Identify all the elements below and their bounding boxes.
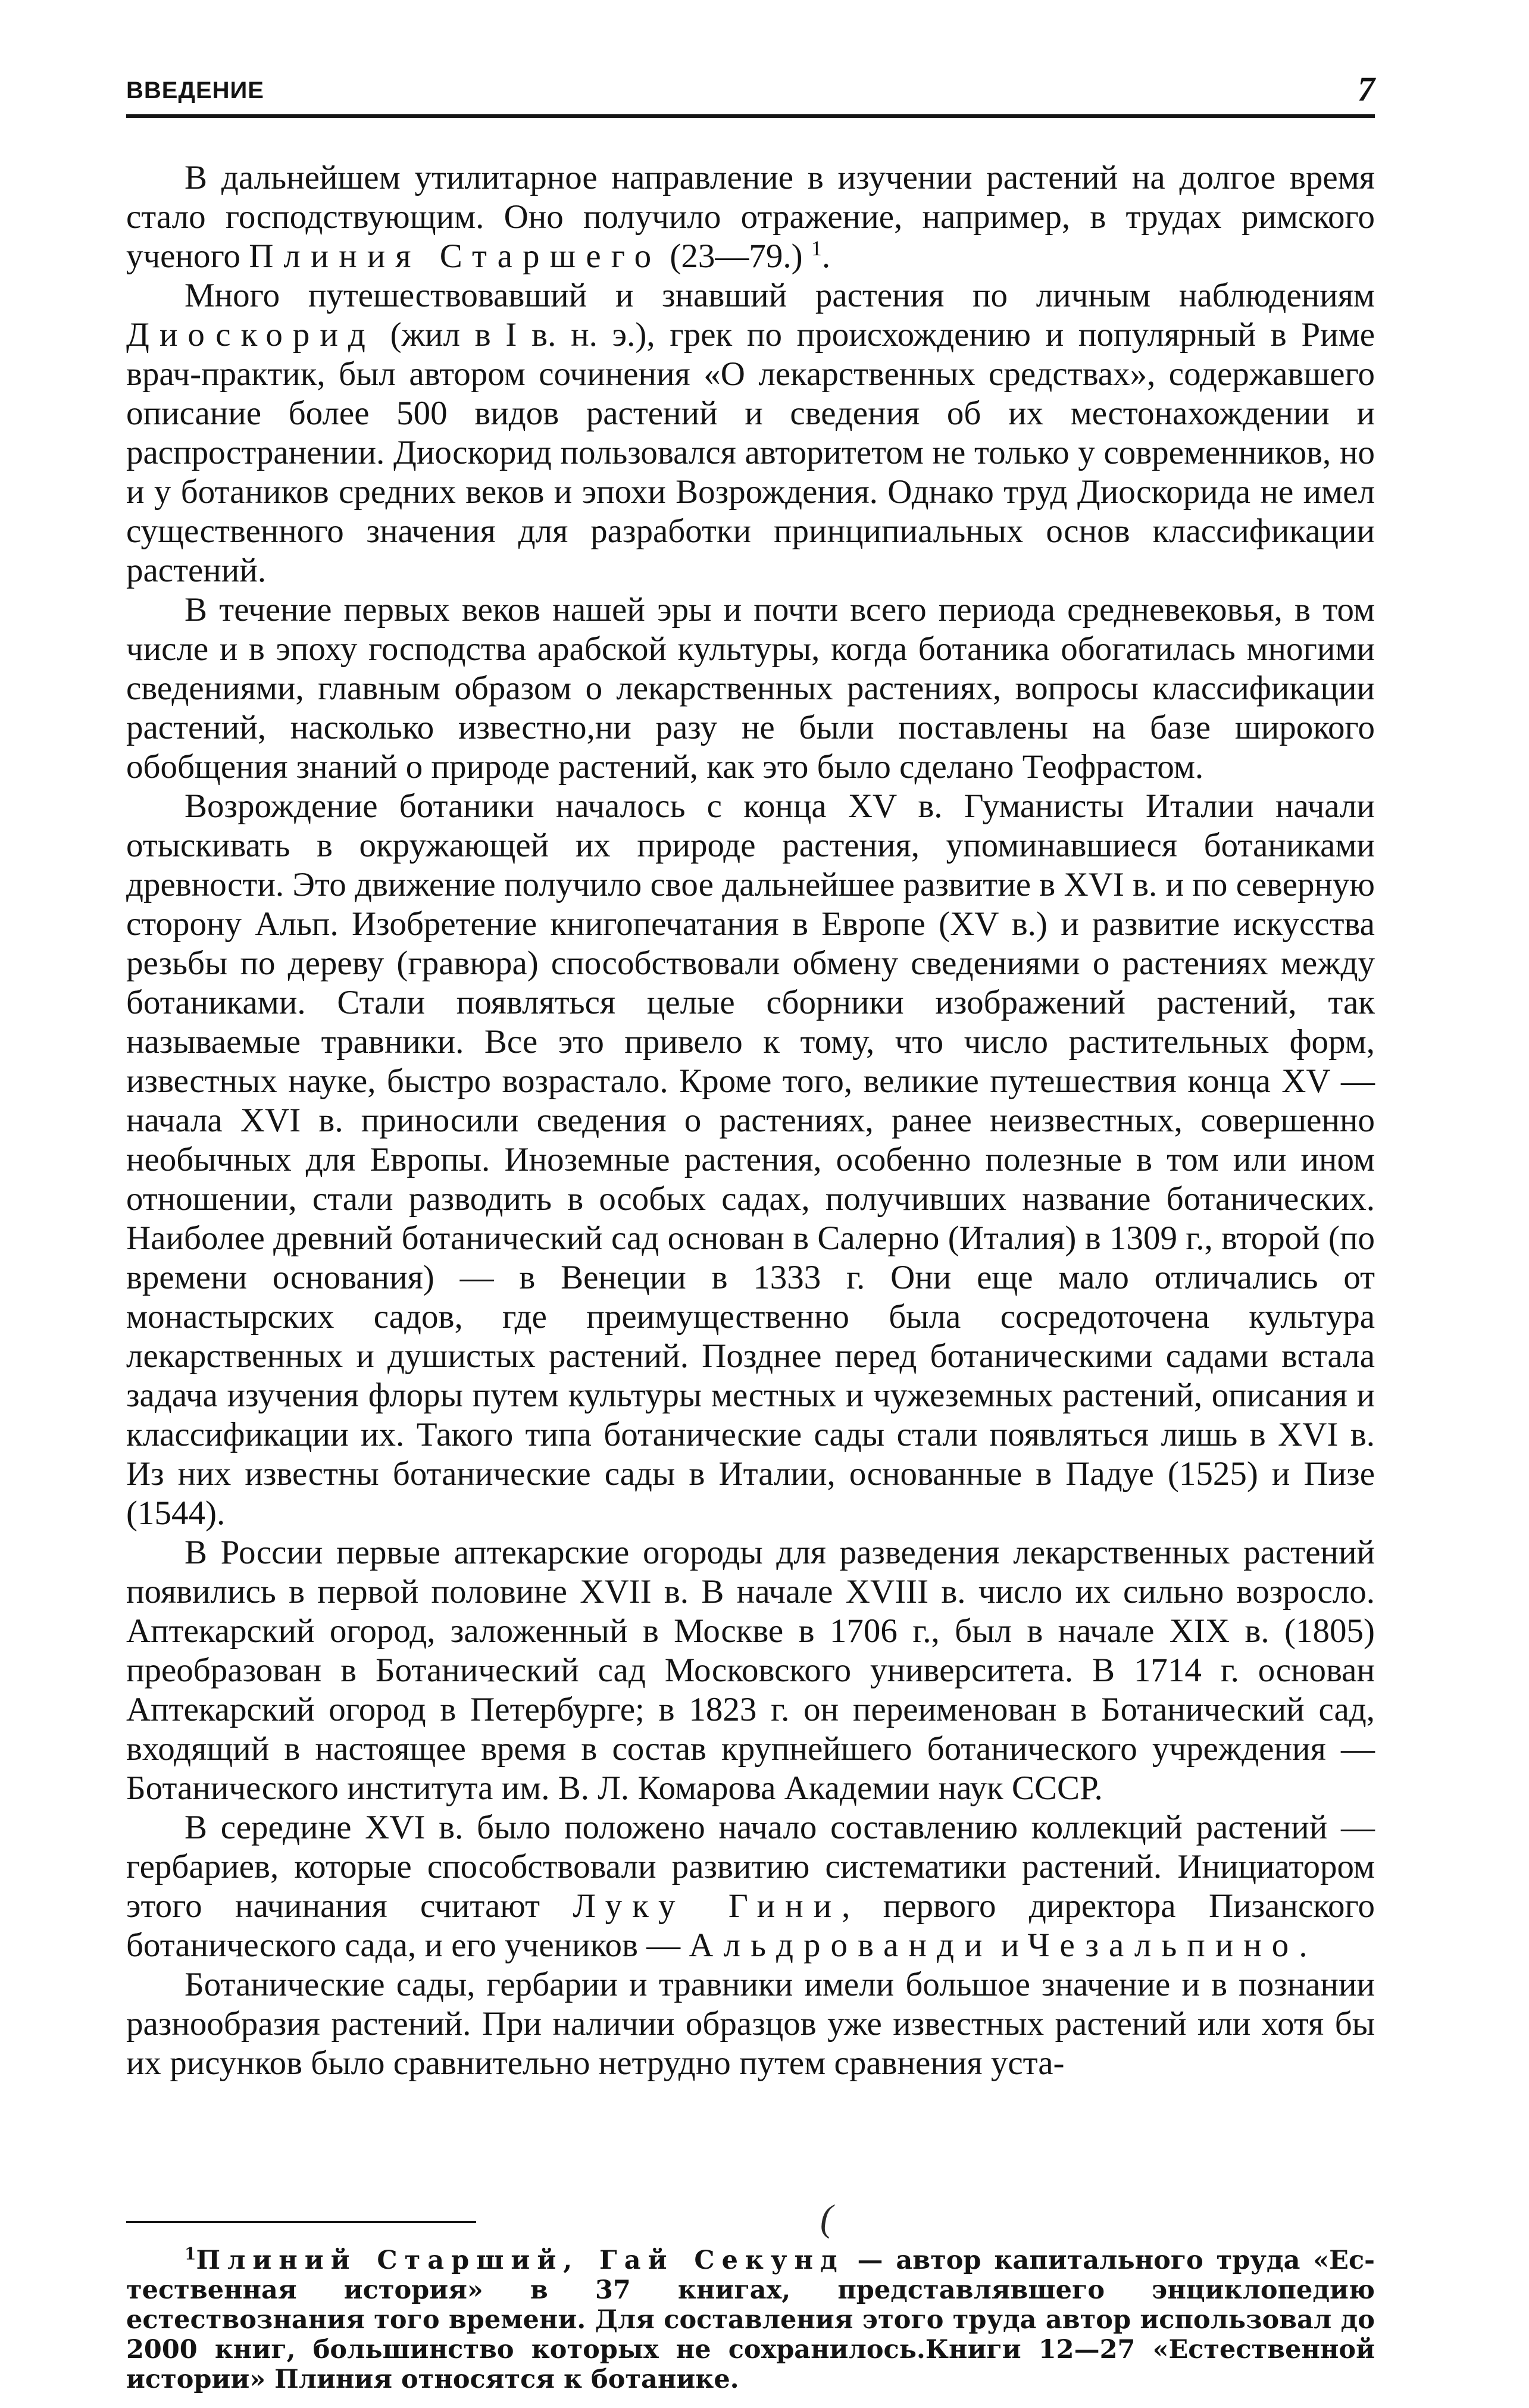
main-text xyxy=(126,158,1375,2083)
paragraph-6 xyxy=(126,1808,1375,1965)
paragraph-1-dates: (23—79.) xyxy=(661,237,811,275)
paragraph-6-conjunction: и xyxy=(992,1927,1028,1964)
paragraph-1-text: В дальнейшем утилитарное направление в изучении растений на долгое время стало господствующим. Оно получило отражение, например, в трудах римского ученого xyxy=(126,159,1375,275)
footnote-spaced-name: Плиний Старший, Гай Секунд xyxy=(196,2246,845,2275)
footnotes xyxy=(126,2246,1375,2394)
footnote-1 xyxy=(126,2246,1375,2394)
stray-pen-mark: ( xyxy=(820,2197,833,2239)
running-head xyxy=(126,65,1375,113)
footnote-rule xyxy=(126,2221,476,2223)
header-rule xyxy=(126,114,1375,118)
paragraph-3: В течение первых веков нашей эры и почти всего периода средневековья, в том числе и в эпоху господства арабской культуры, когда ботаника обогатилась многими сведениями, главным образом о лекарственных растениях, вопросы классификации растений, насколько известно,ни разу не были поставлены на базе широкого обобщения знаний о природе растений, как это было сделано Теофрастом. xyxy=(126,591,1375,786)
paragraph-6-end: . xyxy=(1299,1927,1308,1964)
paragraph-2-text: Много путешествовавший и знавший растения по личным наблюдениям xyxy=(185,277,1375,314)
paragraph-6-middle: , первого директора Пизанского ботанического сада, и его учеников — xyxy=(126,1887,1375,1964)
paragraph-5: В России первые аптекарские огороды для разведения лекарственных растений появились в первой половине XVII в. В начале XVIII в. число их сильно возросло. Аптекарский огород, заложенный в Москве в 1706 г., был в начале XIX в. (1805) преобразован в Ботанический сад Московского университета. В 1714 г. основан Аптекарский огород в Петербурге; в 1823 г. он переименован в Ботанический сад, входящий в настоящее время в состав крупнейшего ботанического учреждения — Ботанического института им. В. Л. Комарова Академии наук СССР. xyxy=(126,1534,1375,1807)
spaced-name-dioscorides: Диоскорид xyxy=(126,316,376,354)
paragraph-6-text: В середине XVI в. было положено начало составлению коллекций растений — гербариев, которые способствовали развитию систематики растений. Инициатором этого начинания считают xyxy=(126,1809,1375,1925)
spaced-name-cesalpino: Чезальпино xyxy=(1027,1927,1299,1964)
paragraph-7: Ботанические сады, гербарии и травники имели большое значение и в познании разнообразия растений. При наличии образцов уже известных растений или хотя бы их рисунков было сравнительно нетрудно путем сравнения уста- xyxy=(126,1966,1375,2082)
paragraph-1-end: . xyxy=(821,237,831,275)
paragraph-2-rest: (жил в I в. н. э.), грек по происхождению и популярный в Риме врач-практик, был автором сочинения «О лекарственных средствах», содержавшего описание более 500 видов растений и сведения об их местонахождении и распространении. Диоскорид пользовался авторитетом не только у современников, но и у ботаников средних веков и эпохи Возрождения. Однако труд Диоскорида не имел существенного значения для разработки принципиальных основ классификации растений. xyxy=(126,316,1375,589)
spaced-name-pliny: Плиния Старшего xyxy=(249,237,662,275)
paragraph-4: Возрождение ботаники началось с конца XV в. Гуманисты Италии начали отыскивать в окружающей их природе растения, упоминавшиеся ботаниками древности. Это движение получило свое дальнейшее развитие в XVI в. и по северную сторону Альп. Изобретение книгопечатания в Европе (XV в.) и развитие искусства резьбы по дереву (гравюра) способствовали обмену сведениями о растениях между ботаниками. Стали появляться целые сборники изображений растений, так называемые травники. Все это привело к тому, что число растительных форм, известных науке, быстро возрастало. Кроме того, великие путешествия конца XV — начала XVI в. приносили сведения о растениях, ранее неизвестных, совершенно необычных для Европы. Иноземные растения, особенно полезные в том или ином отношении, стали разводить в особых садах, получивших название ботанических. Наиболее древний ботанический сад основан в Салерно (Италия) в 1309 г., второй (по времени основания) — в Венеции в 1333 г. Они еще мало отличались от монастырских садов, где преимущественно была сосредоточена культура лекарственных и душистых растений. Позднее перед ботаническими садами встала задача изучения флоры путем культуры местных и чужеземных растений, описания и классификации их. Такого типа ботанические сады стали появляться лишь в XVI в. Из них известны ботанические сады в Италии, основанные в Падуе (1525) и Пизе (1544). xyxy=(126,787,1375,1532)
footnote-marker: 1 xyxy=(185,2244,196,2264)
paragraph-1 xyxy=(126,158,1375,276)
paragraph-2 xyxy=(126,276,1375,590)
page-number: 7 xyxy=(1358,70,1375,108)
spaced-name-ghini: Луку Гини xyxy=(573,1887,842,1925)
section-title: ВВЕДЕНИЕ xyxy=(126,77,264,104)
footnote-text: — автор капитального труда «Естественная история» в 37 книгах, представлявшего энциклопедию естествознания того времени. Для составления этого труда автор использовал до 2000 книг, большинство которых не сохранилось.Книги 12—27 «Естественной истории» Плиния относятся к ботанике. xyxy=(126,2246,1375,2394)
footnote-reference: 1 xyxy=(811,236,822,260)
spaced-name-aldrovandi: Альдрованди xyxy=(689,1927,993,1964)
